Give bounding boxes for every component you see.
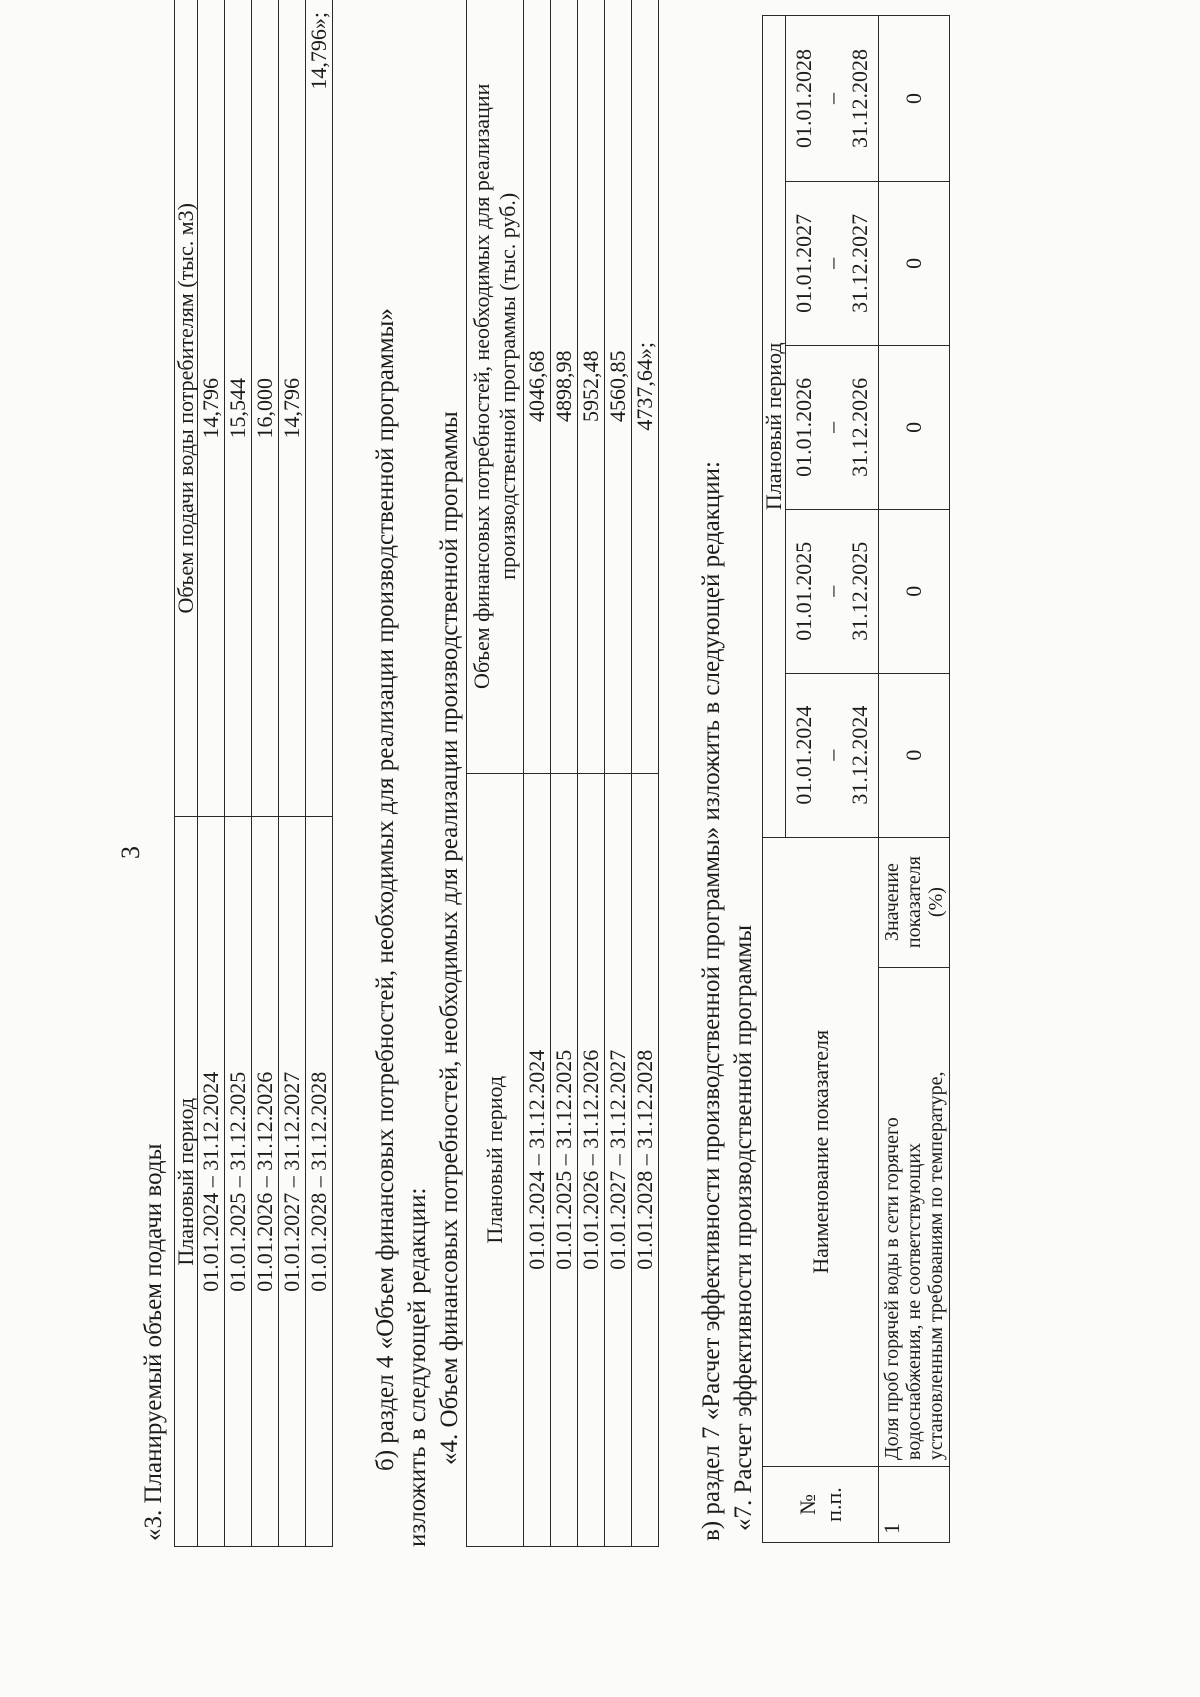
indicator-name-line-1: Доля проб горячей воды в сети горячего (881, 1117, 903, 1461)
table-row (578, 0, 605, 1547)
column-header-volume: Объем подачи воды потребителям (тыс. м3) (175, 0, 198, 817)
column-header-line-2: производственной программы (тыс. руб.) (495, 192, 520, 580)
period-dash: – (819, 421, 844, 433)
indicator-name-cell (879, 967, 950, 1467)
column-header-line-1: Объем финансовых потребностей, необходимых для реализации (469, 83, 494, 689)
value-cell: 4898,98 (551, 0, 578, 773)
period-cell: 01.01.2027 – 31.12.2027 (605, 773, 632, 1546)
page-number: 3 (116, 846, 145, 859)
period-start: 01.01.2028 (791, 48, 816, 148)
row-number: 1 (879, 1467, 950, 1543)
value-cell: 14,796»; (306, 0, 333, 817)
column-header-number-line-1: № (794, 1494, 820, 1516)
table-row (252, 0, 279, 1547)
table-row (632, 0, 659, 1547)
value-cell: 5952,48 (578, 0, 605, 773)
value-cell: 16,000 (252, 0, 279, 817)
column-header-indicator-name: Наименование показателя (763, 837, 879, 1466)
period-start: 01.01.2024 (791, 705, 816, 805)
water-supply-table (174, 0, 333, 1547)
indicator-unit-line-3: (%) (925, 887, 947, 918)
period-header (786, 509, 879, 673)
efficiency-table (762, 15, 950, 1543)
indicator-unit-cell (879, 837, 950, 967)
period-cell: 01.01.2027 – 31.12.2027 (279, 817, 306, 1547)
value-cell: 14,796 (279, 0, 306, 817)
value-cell: 15,544 (225, 0, 252, 817)
section-3-heading: «3. Планируемый объем подачи воды (140, 1143, 167, 1541)
column-header-period: Плановый период (467, 773, 524, 1546)
value-cell: 14,796 (198, 0, 225, 817)
period-cell: 01.01.2024 – 31.12.2024 (198, 817, 225, 1547)
table-row (524, 0, 551, 1547)
column-header-plan-period: Плановый период (763, 16, 786, 838)
period-cell: 01.01.2024 – 31.12.2024 (524, 773, 551, 1546)
financial-needs-table (466, 0, 659, 1547)
period-header (786, 673, 879, 837)
period-end: 31.12.2024 (847, 705, 872, 805)
period-cell: 01.01.2028 – 31.12.2028 (306, 817, 333, 1547)
section-7-heading: «7. Расчет эффективности производственной программы (730, 924, 757, 1531)
period-end: 31.12.2027 (847, 213, 872, 313)
column-header-period: Плановый период (175, 817, 198, 1547)
paragraph-v: в) раздел 7 «Расчет эффективности производственной программы» изложить в следующей редакции: (698, 461, 725, 1541)
period-header (786, 181, 879, 345)
value-cell: 0 (879, 345, 950, 509)
period-cell: 01.01.2028 – 31.12.2028 (632, 773, 659, 1546)
period-header (786, 16, 879, 182)
period-cell: 01.01.2026 – 31.12.2026 (578, 773, 605, 1546)
value-cell: 4046,68 (524, 0, 551, 773)
column-header-financial-volume (467, 0, 524, 773)
paragraph-b-line-1: б) раздел 4 «Объем финансовых потребностей, необходимых для реализации производственной программы» (372, 308, 399, 1471)
period-dash: – (819, 749, 844, 761)
value-cell: 0 (879, 509, 950, 673)
value-cell: 4560,85 (605, 0, 632, 773)
period-dash: – (819, 585, 844, 597)
period-dash: – (819, 257, 844, 269)
table-row (879, 16, 950, 1543)
period-cell: 01.01.2025 – 31.12.2025 (551, 773, 578, 1546)
indicator-unit-line-2: показателя (903, 856, 925, 949)
indicator-name-line-2: водоснабжения, не соответствующих (903, 1142, 925, 1461)
period-end: 31.12.2028 (847, 48, 872, 148)
column-header-number-line-2: п.п. (820, 1487, 846, 1522)
value-cell: 0 (879, 16, 950, 182)
section-4-heading: «4. Объем финансовых потребностей, необходимых для реализации производственной программы (436, 411, 463, 1465)
value-cell: 4737,64»; (632, 0, 659, 773)
period-end: 31.12.2025 (847, 541, 872, 641)
table-row (279, 0, 306, 1547)
period-dash: – (819, 92, 844, 104)
table-row (306, 0, 333, 1547)
value-cell: 0 (879, 673, 950, 837)
paragraph-b-line-2: изложить в следующей редакции: (404, 1187, 431, 1547)
table-row (225, 0, 252, 1547)
period-start: 01.01.2026 (791, 377, 816, 477)
indicator-unit-line-1: Значение (881, 863, 903, 942)
period-cell: 01.01.2025 – 31.12.2025 (225, 817, 252, 1547)
value-cell: 0 (879, 181, 950, 345)
column-header-number (763, 1467, 879, 1543)
period-end: 31.12.2026 (847, 377, 872, 477)
table-row (551, 0, 578, 1547)
period-header (786, 345, 879, 509)
period-start: 01.01.2025 (791, 541, 816, 641)
table-row (605, 0, 632, 1547)
table-row (198, 0, 225, 1547)
period-start: 01.01.2027 (791, 213, 816, 313)
indicator-name-line-3: установленным требованиям по температуре, (925, 1071, 947, 1461)
period-cell: 01.01.2026 – 31.12.2026 (252, 817, 279, 1547)
